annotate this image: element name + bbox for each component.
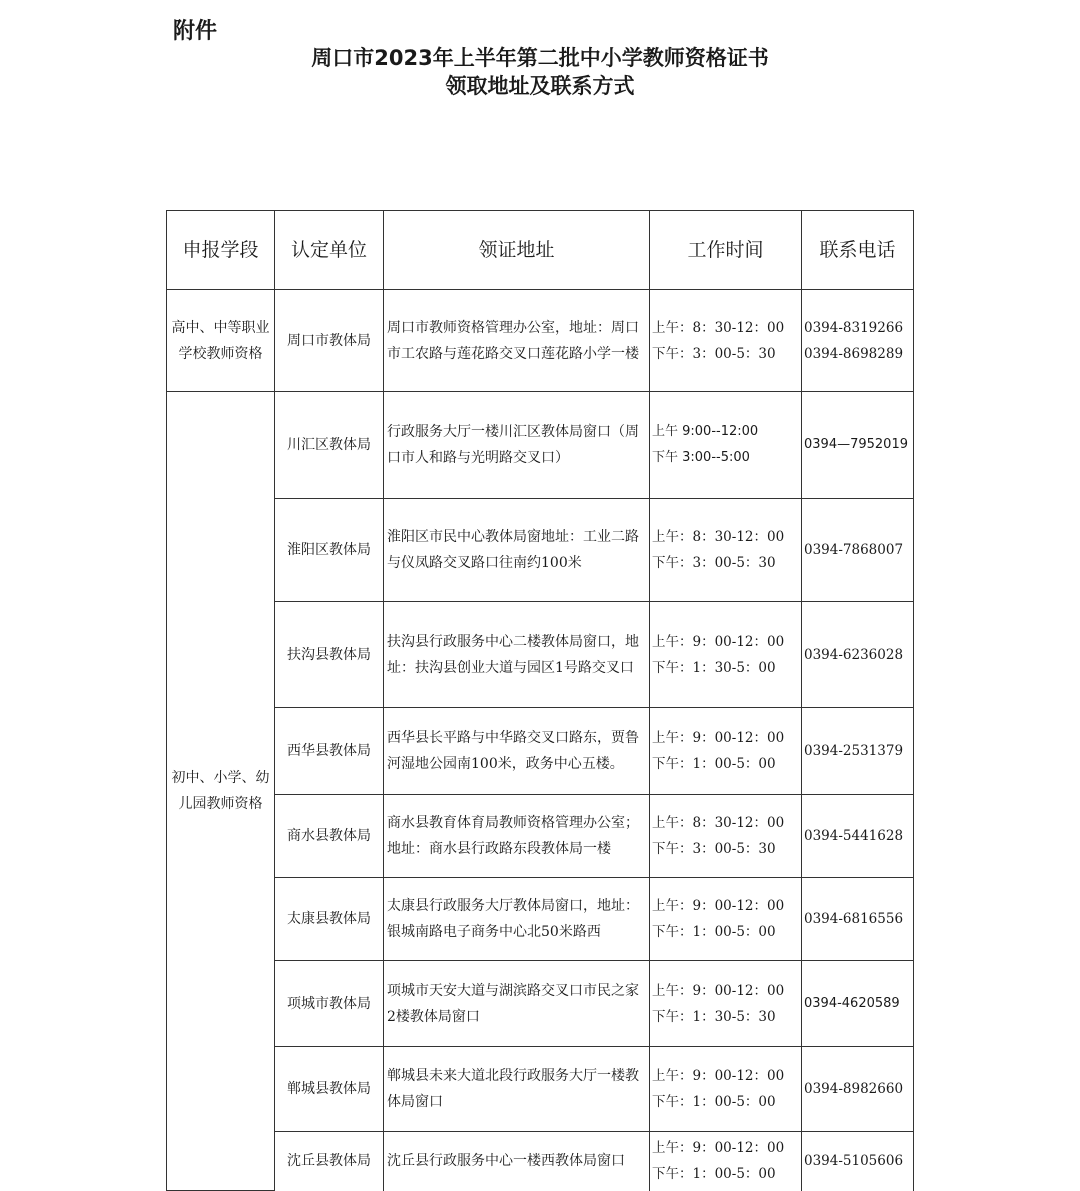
table-row <box>167 708 914 795</box>
title-line-1: 周口市2023年上半年第二批中小学教师资格证书 <box>311 46 769 70</box>
address-cell: 商水县教育体育局教师资格管理办公室；地址：商水县行政路东段教体局一楼 <box>384 795 650 878</box>
hours-cell <box>650 392 802 499</box>
hours-pm: 下午：3：00-5：30 <box>652 555 776 571</box>
address-cell: 行政服务大厅一楼川汇区教体局窗口（周口市人和路与光明路交叉口） <box>384 392 650 499</box>
phone-number: 0394-8698289 <box>804 345 904 362</box>
table-row <box>167 795 914 878</box>
unit-cell: 项城市教体局 <box>275 961 384 1047</box>
table-row <box>167 1047 914 1132</box>
hours-cell <box>650 795 802 878</box>
phone-cell <box>802 1047 914 1132</box>
phone-cell <box>802 961 914 1047</box>
address-cell: 扶沟县行政服务中心二楼教体局窗口，地址：扶沟县创业大道与园区1号路交叉口 <box>384 602 650 708</box>
phone-cell <box>802 290 914 392</box>
hours-cell <box>650 1047 802 1132</box>
phone-cell <box>802 392 914 499</box>
unit-cell: 太康县教体局 <box>275 878 384 961</box>
unit-cell: 沈丘县教体局 <box>275 1132 384 1191</box>
hours-am: 上午：9：00-12：00 <box>652 1140 785 1157</box>
hours-pm: 下午：3：00-5：30 <box>652 345 776 362</box>
phone-cell <box>802 499 914 602</box>
phone-number: 0394-5105606 <box>804 1153 904 1170</box>
hours-pm: 下午：1：30-5：00 <box>652 659 776 676</box>
table-row <box>167 499 914 602</box>
page-title <box>0 44 1080 100</box>
header-hours: 工作时间 <box>650 211 802 290</box>
hours-am: 上午：9：00-12：00 <box>652 982 785 999</box>
certificate-pickup-table <box>166 210 914 1191</box>
hours-am: 上午：9：00-12：00 <box>652 633 785 650</box>
attachment-label: 附件 <box>173 19 218 44</box>
title-line-2: 领取地址及联系方式 <box>445 74 635 98</box>
table-row <box>167 290 914 392</box>
address-cell: 项城市天安大道与湖滨路交叉口市民之家 2楼教体局窗口 <box>384 961 650 1047</box>
hours-pm: 下午：3：00-5：30 <box>652 841 776 857</box>
phone-number: 0394-5441628 <box>804 828 904 844</box>
unit-cell: 扶沟县教体局 <box>275 602 384 708</box>
unit-cell: 周口市教体局 <box>275 290 384 392</box>
stage-cell-primary: 初中、小学、幼儿园教师资格 <box>167 392 275 1191</box>
hours-pm: 下午：1：30-5：30 <box>652 1008 776 1025</box>
hours-cell <box>650 708 802 795</box>
hours-pm: 下午：1：00-5：00 <box>652 756 776 772</box>
unit-cell: 西华县教体局 <box>275 708 384 795</box>
phone-number: 0394-4620589 <box>804 995 900 1011</box>
unit-cell: 郸城县教体局 <box>275 1047 384 1132</box>
phone-cell <box>802 708 914 795</box>
stage-cell-high-school: 高中、中等职业学校教师资格 <box>167 290 275 392</box>
hours-am: 上午：8：30-12：00 <box>652 815 785 831</box>
header-unit: 认定单位 <box>275 211 384 290</box>
hours-pm: 下午：1：00-5：00 <box>652 924 776 940</box>
unit-cell: 淮阳区教体局 <box>275 499 384 602</box>
address-cell: 郸城县未来大道北段行政服务大厅一楼教体局窗口 <box>384 1047 650 1132</box>
hours-pm: 下午：1：00-5：00 <box>652 1166 776 1183</box>
phone-number: 0394-6816556 <box>804 911 904 927</box>
address-cell: 西华县长平路与中华路交叉口路东，贾鲁河湿地公园南100米，政务中心五楼。 <box>384 708 650 795</box>
phone-cell <box>802 878 914 961</box>
address-cell: 沈丘县行政服务中心一楼西教体局窗口 <box>384 1132 650 1191</box>
unit-cell: 商水县教体局 <box>275 795 384 878</box>
phone-number: 0394-6236028 <box>804 646 904 663</box>
hours-cell <box>650 290 802 392</box>
hours-cell <box>650 878 802 961</box>
hours-am: 上午：9：00-12：00 <box>652 730 785 746</box>
hours-am: 上午：9：00-12：00 <box>652 898 785 914</box>
address-cell: 淮阳区市民中心教体局窗地址：工业二路与仪凤路交叉路口往南约100米 <box>384 499 650 602</box>
phone-cell <box>802 795 914 878</box>
unit-cell: 川汇区教体局 <box>275 392 384 499</box>
table-row <box>167 1132 914 1191</box>
table-row <box>167 878 914 961</box>
address-cell: 周口市教师资格管理办公室，地址：周口市工农路与莲花路交叉口莲花路小学一楼 <box>384 290 650 392</box>
hours-pm: 下午：1：00-5：00 <box>652 1094 776 1110</box>
phone-number: 0394—7952019 <box>804 437 908 452</box>
hours-am: 上午 9:00--12:00 <box>652 424 759 439</box>
phone-number: 0394-7868007 <box>804 542 904 558</box>
header-stage: 申报学段 <box>167 211 275 290</box>
header-address: 领证地址 <box>384 211 650 290</box>
hours-am: 上午：8：30-12：00 <box>652 319 785 336</box>
table-row <box>167 602 914 708</box>
hours-cell <box>650 1132 802 1191</box>
phone-cell <box>802 602 914 708</box>
table-header-row <box>167 211 914 290</box>
phone-number: 0394-8319266 <box>804 319 904 336</box>
hours-cell <box>650 961 802 1047</box>
table-row <box>167 392 914 499</box>
phone-cell <box>802 1132 914 1191</box>
phone-number: 0394-2531379 <box>804 743 904 759</box>
phone-number: 0394-8982660 <box>804 1081 904 1097</box>
hours-cell <box>650 499 802 602</box>
hours-pm: 下午 3:00--5:00 <box>652 450 750 465</box>
hours-cell <box>650 602 802 708</box>
hours-am: 上午：8：30-12：00 <box>652 529 785 545</box>
hours-am: 上午：9：00-12：00 <box>652 1068 785 1084</box>
address-cell: 太康县行政服务大厅教体局窗口，地址：银城南路电子商务中心北50米路西 <box>384 878 650 961</box>
table-row <box>167 961 914 1047</box>
header-phone: 联系电话 <box>802 211 914 290</box>
